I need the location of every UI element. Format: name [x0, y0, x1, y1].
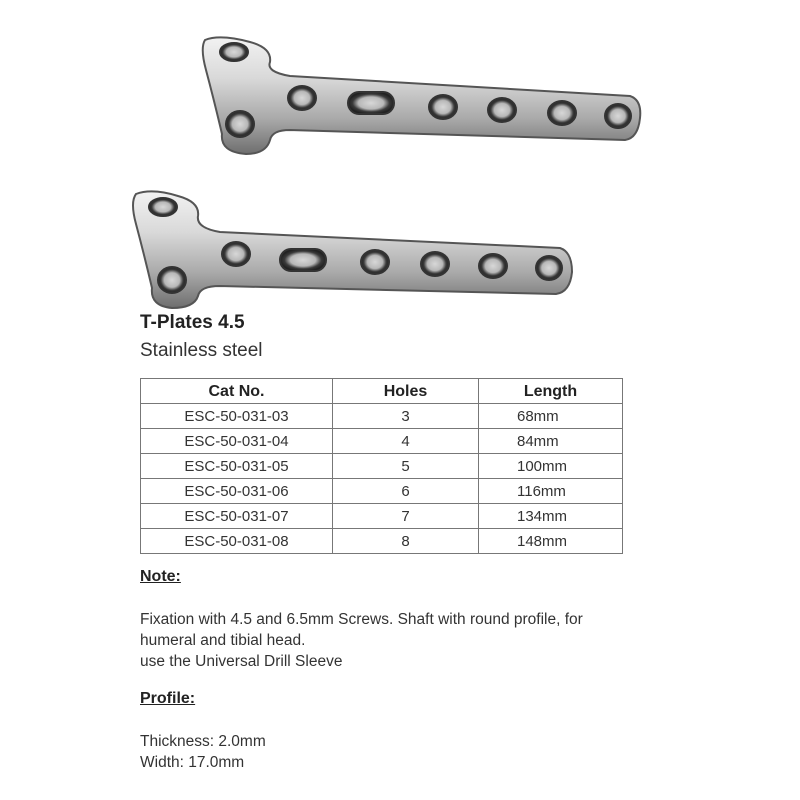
profile-line: Thickness: 2.0mm	[140, 733, 266, 750]
cell-cat-no: ESC-50-031-07	[141, 504, 333, 529]
profile-line: Width: 17.0mm	[140, 754, 245, 771]
table-header-row	[141, 379, 623, 404]
cell-cat-no: ESC-50-031-04	[141, 429, 333, 454]
cell-cat-no: ESC-50-031-05	[141, 454, 333, 479]
table-row	[141, 429, 623, 454]
cell-length: 100mm	[479, 454, 623, 479]
profile-heading: Profile:	[140, 690, 196, 707]
cell-holes: 8	[333, 529, 479, 554]
note-line: Fixation with 4.5 and 6.5mm Screws. Shaft with round profile, for	[140, 611, 583, 628]
note-text	[140, 609, 583, 672]
header-holes: Holes	[333, 379, 479, 404]
cell-holes: 5	[333, 454, 479, 479]
note-line: humeral and tibial head.	[140, 632, 306, 649]
table-row	[141, 479, 623, 504]
cell-cat-no: ESC-50-031-06	[141, 479, 333, 504]
note-line: use the Universal Drill Sleeve	[140, 653, 343, 670]
cell-holes: 3	[333, 404, 479, 429]
cell-holes: 6	[333, 479, 479, 504]
header-cat-no: Cat No.	[141, 379, 333, 404]
note-heading: Note:	[140, 568, 181, 585]
product-material: Stainless steel	[140, 340, 263, 361]
table-row	[141, 404, 623, 429]
cell-length: 134mm	[479, 504, 623, 529]
table-row	[141, 454, 623, 479]
cell-length: 84mm	[479, 429, 623, 454]
cell-cat-no: ESC-50-031-03	[141, 404, 333, 429]
table-row	[141, 529, 623, 554]
cell-length: 116mm	[479, 479, 623, 504]
profile-text	[140, 731, 266, 773]
cell-length: 148mm	[479, 529, 623, 554]
cell-cat-no: ESC-50-031-08	[141, 529, 333, 554]
table-row	[141, 504, 623, 529]
cell-length: 68mm	[479, 404, 623, 429]
header-length: Length	[479, 379, 623, 404]
spec-table	[140, 378, 623, 554]
cell-holes: 7	[333, 504, 479, 529]
cell-holes: 4	[333, 429, 479, 454]
product-title: T-Plates 4.5	[140, 312, 245, 333]
